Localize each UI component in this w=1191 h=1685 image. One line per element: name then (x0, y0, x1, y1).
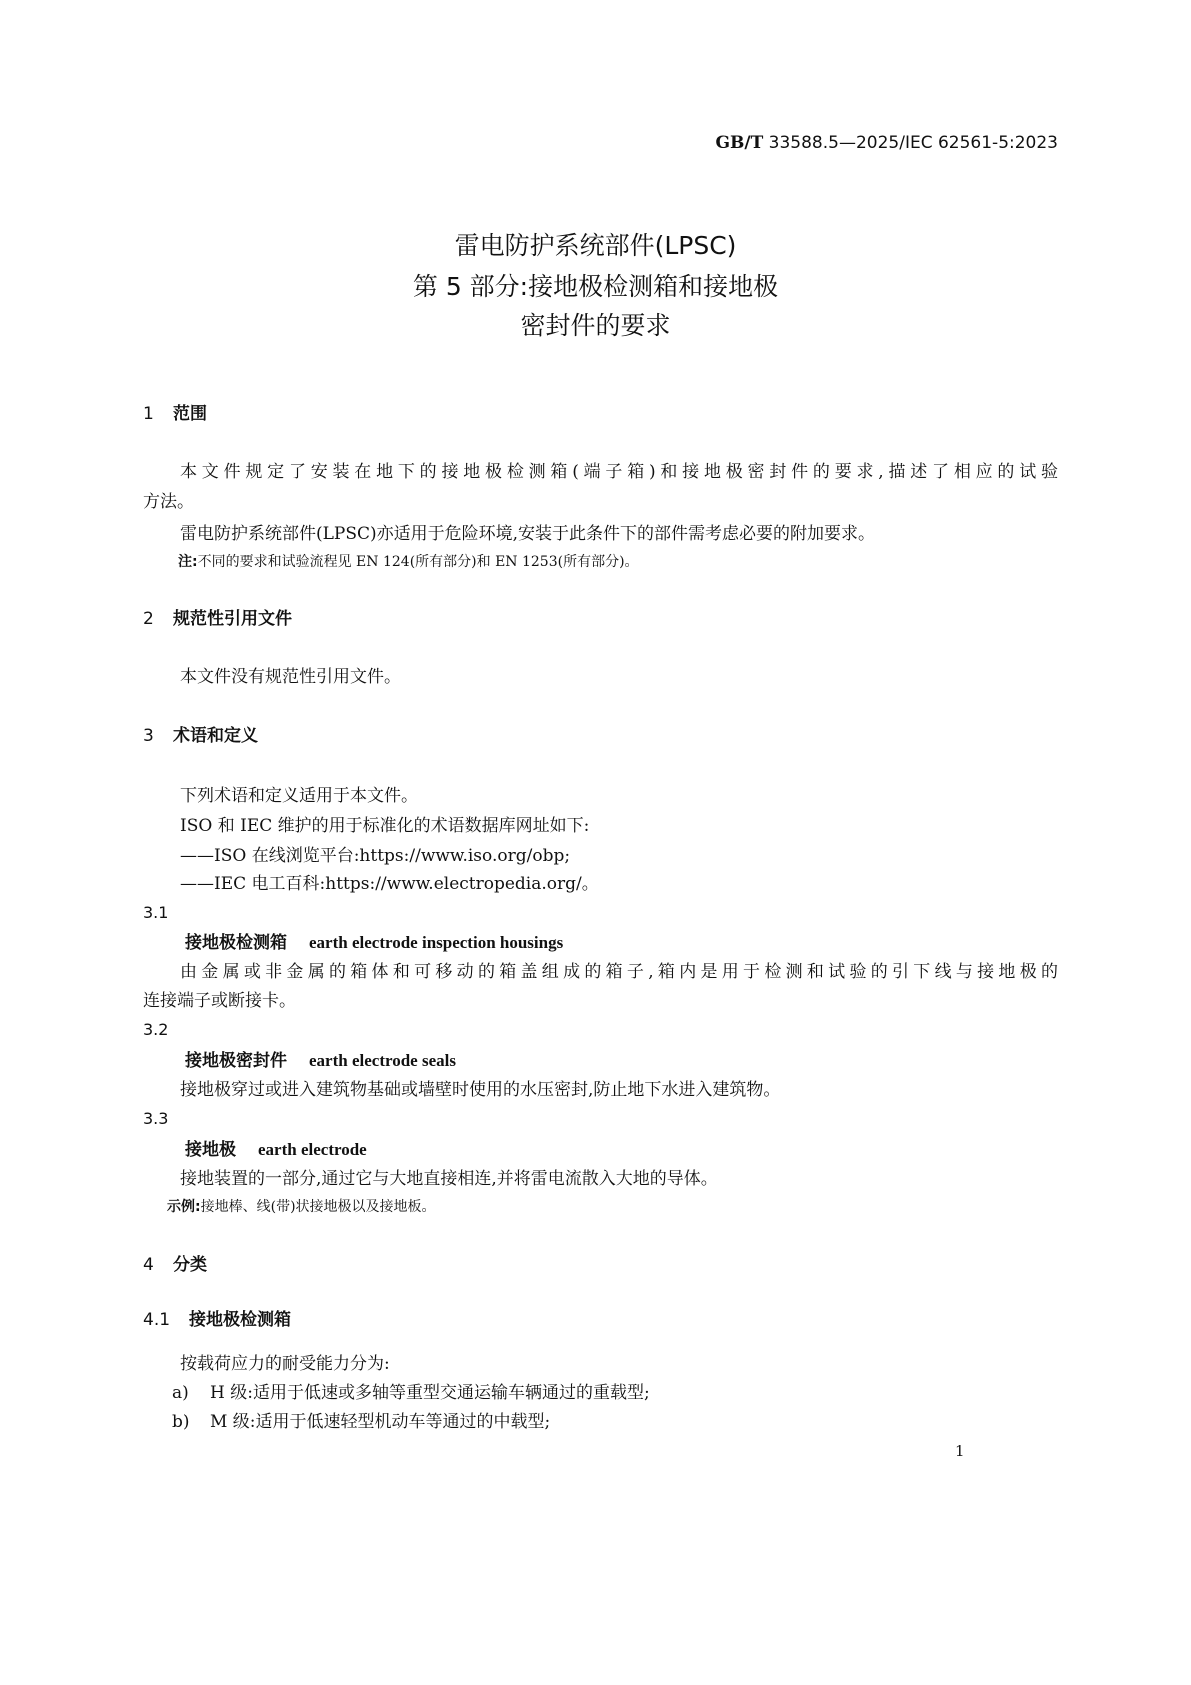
paragraph: 本文件没有规范性引用文件。 (180, 667, 401, 687)
standard-prefix: GB/T (715, 133, 764, 153)
section-number: 1 (143, 404, 154, 424)
paragraph: 按载荷应力的耐受能力分为: (180, 1354, 390, 1374)
paragraph: 本文件规定了安装在地下的接地极检测箱(端子箱)和接地极密封件的要求,描述了相应的试验 (180, 462, 1058, 482)
note-text: 不同的要求和试验流程见 EN 124(所有部分)和 EN 1253(所有部分)。 (197, 554, 639, 570)
term-zh: 接地极检测箱 (185, 933, 287, 953)
section-heading-4 (143, 1257, 207, 1274)
note-label: 注: (178, 554, 198, 570)
example (167, 1200, 436, 1214)
list-text: H 级:适用于低速或多轴等重型交通运输车辆通过的重载型; (210, 1383, 650, 1403)
term-number: 3.2 (143, 1020, 169, 1039)
term-zh: 接地极 (185, 1140, 236, 1160)
list-item (172, 1385, 650, 1402)
term-heading (185, 1141, 367, 1159)
term-heading (185, 1052, 456, 1070)
term-number: 3.1 (143, 903, 169, 922)
paragraph: 下列术语和定义适用于本文件。 (180, 786, 418, 806)
term-en: earth electrode inspection housings (309, 933, 564, 952)
term-en: earth electrode (258, 1140, 367, 1159)
list-item (172, 1414, 550, 1431)
subsection-title: 接地极检测箱 (189, 1310, 291, 1330)
title-line-1: 雷电防护系统部件(LPSC) (454, 231, 737, 260)
example-label: 示例: (167, 1199, 201, 1215)
title-line-3: 密封件的要求 (520, 311, 671, 340)
term-zh: 接地极密封件 (185, 1051, 287, 1071)
list-marker: b) (172, 1412, 190, 1432)
section-number: 2 (143, 609, 154, 629)
term-definition: 由金属或非金属的箱体和可移动的箱盖组成的箱子,箱内是用于检测和试验的引下线与接地极的 (180, 962, 1058, 982)
section-title: 范围 (173, 404, 207, 424)
subsection-heading-4-1 (143, 1312, 291, 1329)
title-line-2: 第 5 部分:接地极检测箱和接地极 (412, 272, 779, 301)
paragraph: 雷电防护系统部件(LPSC)亦适用于危险环境,安装于此条件下的部件需考虑必要的附加要求。 (180, 524, 876, 544)
list-text: M 级:适用于低速轻型机动车等通过的中载型; (210, 1412, 551, 1432)
section-number: 3 (143, 726, 154, 746)
list-marker: a) (172, 1383, 189, 1403)
section-title: 规范性引用文件 (173, 609, 292, 629)
section-heading-2 (143, 611, 292, 628)
term-definition: 连接端子或断接卡。 (143, 991, 296, 1011)
paragraph: ——IEC 电工百科:https://www.electropedia.org/。 (180, 874, 599, 894)
document-header (716, 135, 1059, 152)
section-title: 术语和定义 (173, 726, 258, 746)
term-number: 3.3 (143, 1109, 169, 1128)
example-text: 接地棒、线(带)状接地极以及接地板。 (200, 1199, 436, 1215)
section-heading-1 (143, 406, 207, 423)
term-heading (185, 934, 563, 952)
section-title: 分类 (173, 1255, 207, 1275)
paragraph: ISO 和 IEC 维护的用于标准化的术语数据库网址如下: (180, 816, 590, 836)
section-number: 4 (143, 1255, 154, 1275)
page-number: 1 (955, 1442, 965, 1460)
note (178, 555, 639, 569)
section-heading-3 (143, 728, 258, 745)
standard-number: 33588.5—2025/IEC 62561-5:2023 (768, 133, 1058, 153)
paragraph: ——ISO 在线浏览平台:https://www.iso.org/obp; (180, 846, 571, 866)
subsection-number: 4.1 (143, 1310, 171, 1330)
paragraph: 方法。 (143, 492, 194, 512)
term-definition: 接地装置的一部分,通过它与大地直接相连,并将雷电流散入大地的导体。 (180, 1169, 718, 1189)
term-definition: 接地极穿过或进入建筑物基础或墙壁时使用的水压密封,防止地下水进入建筑物。 (180, 1080, 781, 1100)
term-en: earth electrode seals (309, 1051, 456, 1070)
